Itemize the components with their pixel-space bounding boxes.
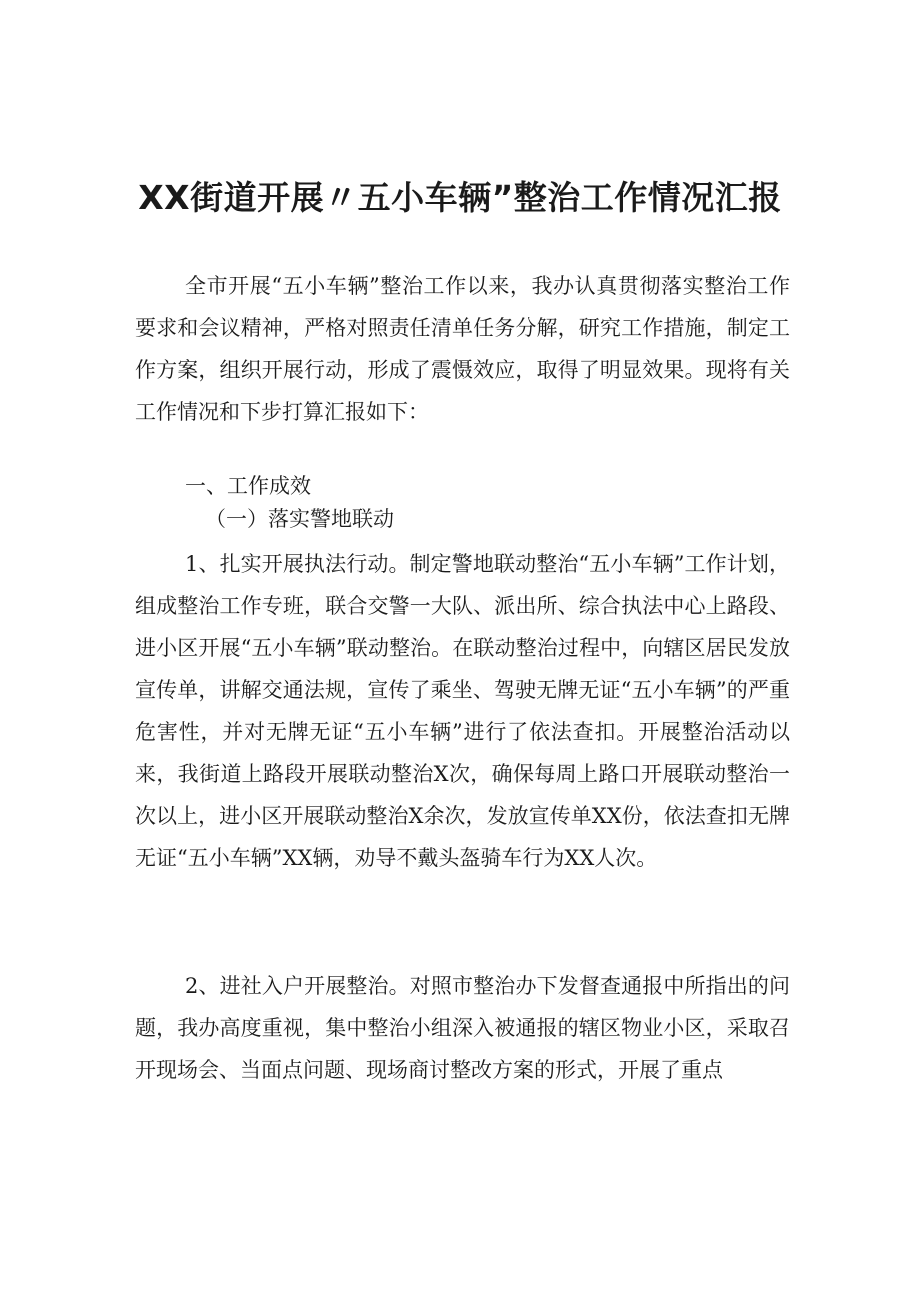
subsection-heading: （一）落实警地联动 [205,507,394,531]
body-paragraph-1: 1、扎实开展执法行动。制定警地联动整治“五小车辆”工作计划，组成整治工作专班，联合交警一大队、派出所、综合执法中心上路段、进小区开展“五小车辆”联动整治。在联动整治过程中，向辖区居民发放宣传单，讲解交通法规，宣传了乘坐、驾驶无牌无证“五小车辆”的严重危害性，并对无牌无证“五小车辆”进行了依法查扣。开展整治活动以来，我街道上路段开展联动整治X次，确保每周上路口开展联动整治一次以上，进小区开展联动整治X余次，发放宣传单XX份，依法查扣无牌无证“五小车辆”XX辆，劝导不戴头盔骑车行为XX人次。 [135,552,790,870]
body-paragraph-2: 2、进社入户开展整治。对照市整治办下发督查通报中所指出的问题，我办高度重视，集中整治小组深入被通报的辖区物业小区，采取召开现场会、当面点问题、现场商讨整改方案的形式，开展了重点 [135,974,790,1082]
section-heading: 一、工作成效 [185,474,311,498]
document-title: XX街道开展〃五小车辆”整治工作情况汇报 [138,178,782,217]
intro-paragraph: 全市开展“五小车辆”整治工作以来，我办认真贯彻落实整治工作要求和会议精神，严格对照责任清单任务分解，研究工作措施，制定工作方案，组织开展行动，形成了震慑效应，取得了明显效果。现将有关工作情况和下步打算汇报如下： [135,274,790,424]
